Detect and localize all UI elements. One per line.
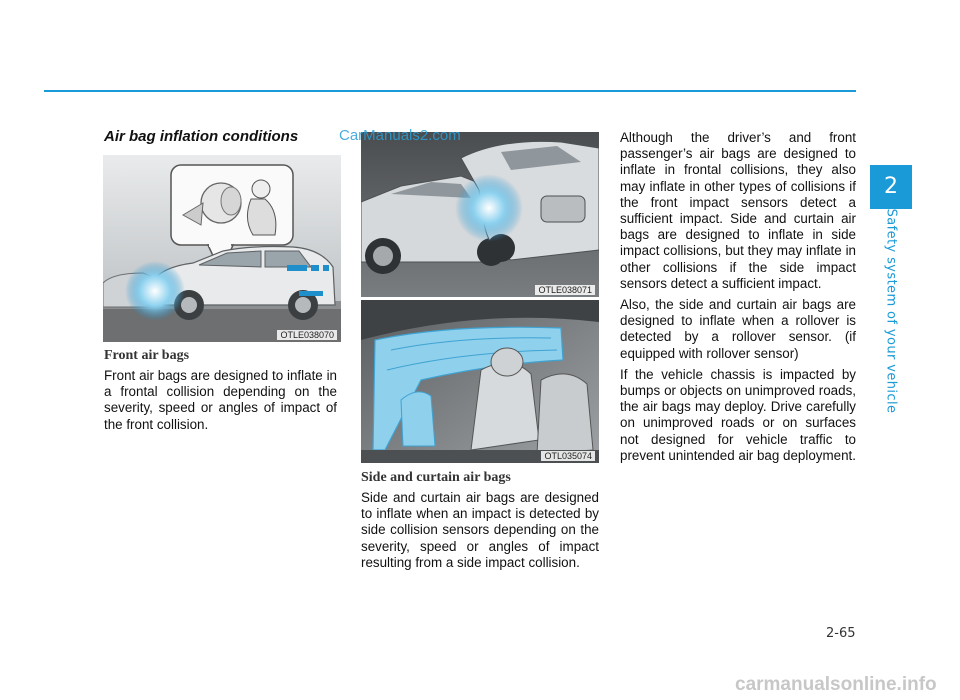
- curtain-airbag-illustration-icon: [361, 300, 599, 463]
- section-title: Air bag inflation conditions: [104, 128, 299, 145]
- front-collision-figure: [103, 155, 341, 342]
- side-airbags-text: Side and curtain air bags are designed to inflate when an impact is detected by side collision sensors depending on the severity, speed or angles of impact resulting from a side impact collision.: [361, 490, 599, 570]
- side-airbags-heading: Side and curtain air bags: [361, 470, 511, 485]
- chapter-number-tab[interactable]: 2: [870, 165, 912, 209]
- curtain-airbag-figure: [361, 300, 599, 463]
- page-number: 2-65: [826, 626, 856, 641]
- front-airbags-text: Front air bags are designed to inflate in a frontal collision depending on the severity, speed or angles of impact of the front collision.: [104, 368, 337, 432]
- header-rule: [44, 90, 856, 92]
- right-paragraph-1: Although the driver’s and front passenger’s air bags are designed to inflate in frontal collisions, they also may inflate in other types of collisions if the front impact sensors detect a sufficient impact. Side and curtain air bags are designed to inflate in side impact collisions, but they may inflate in other collisions if the side impact sensors detect a sufficient impact.: [620, 130, 856, 291]
- front-collision-illustration-icon: [103, 155, 341, 342]
- side-collision-illustration-icon: [361, 132, 599, 297]
- chapter-title: Safety system of your vehicle: [883, 208, 899, 414]
- figure-code: OTLE038070: [277, 330, 337, 340]
- right-paragraph-2: Also, the side and curtain air bags are designed to inflate when a rollover is detected by a rollover sensor. (if equipped with rollover sensor): [620, 297, 856, 361]
- figure-code: OTLE038071: [535, 285, 595, 295]
- right-column-text: [620, 130, 856, 469]
- watermark-text: CarManuals2.com: [339, 127, 461, 144]
- footer-watermark: carmanualsonline.info: [735, 674, 937, 695]
- chapter-side-tab[interactable]: [871, 208, 911, 414]
- side-collision-figure: [361, 132, 599, 297]
- front-airbags-heading: Front air bags: [104, 348, 190, 363]
- right-paragraph-3: If the vehicle chassis is impacted by bumps or objects on unimproved roads, the air bags may deploy. Drive carefully on unimproved roads or on surfaces not designed for vehicle traffic to prevent unintended air bag deployment.: [620, 366, 856, 463]
- figure-code: OTL035074: [541, 451, 595, 461]
